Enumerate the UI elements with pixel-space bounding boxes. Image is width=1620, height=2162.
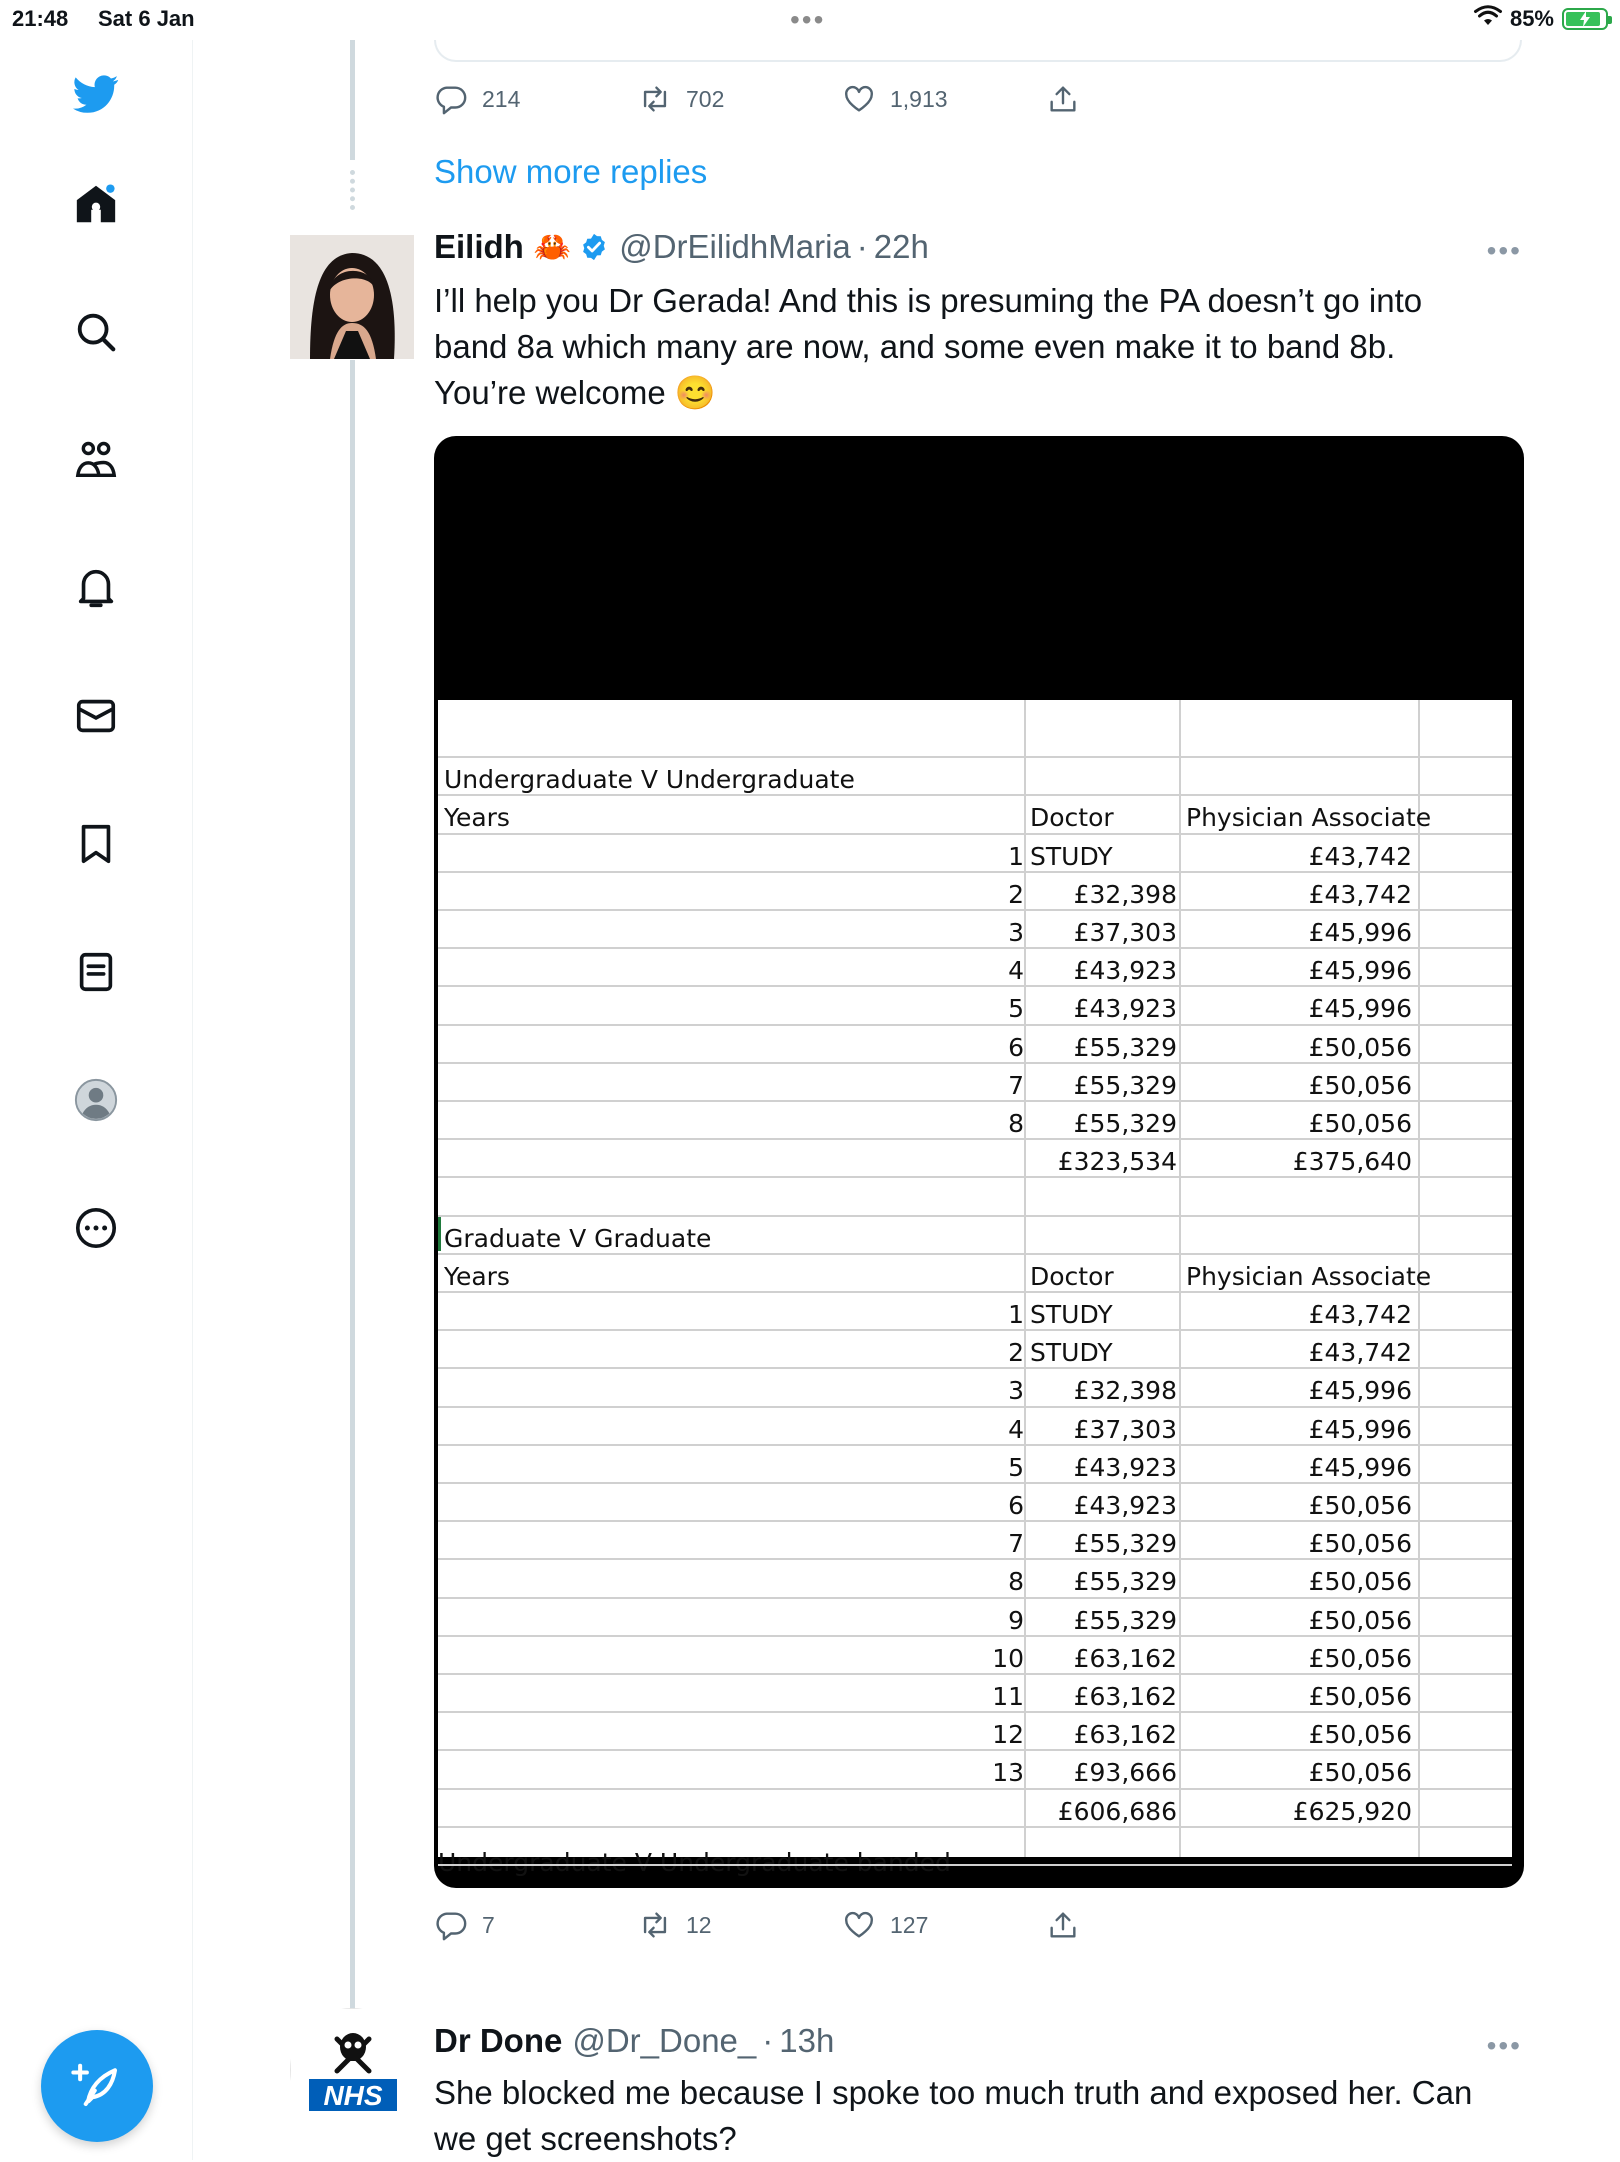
sheet-year: 8 bbox=[1008, 1567, 1024, 1597]
sheet-section-title-row bbox=[438, 1217, 1512, 1255]
nhs-logo-text: NHS bbox=[323, 2080, 383, 2111]
tweet-text bbox=[434, 2070, 1554, 2162]
sheet-doctor-value: £43,923 bbox=[1073, 1452, 1177, 1482]
sheet-section-title: Undergraduate V Undergraduate bbox=[444, 765, 855, 795]
sheet-pa-value: £43,742 bbox=[1308, 879, 1412, 909]
sheet-section-title: Graduate V Graduate bbox=[444, 1223, 712, 1253]
sheet-year: 11 bbox=[992, 1682, 1024, 1711]
retweet-count: 12 bbox=[686, 1911, 712, 1938]
tweet-text-line: band 8a which many are now, and some even make it to band 8b. bbox=[434, 328, 1396, 365]
tweet-actions bbox=[434, 1908, 1250, 1942]
thread-line-gap bbox=[350, 170, 355, 210]
sheet-data-row bbox=[438, 1599, 1512, 1637]
retweet-button[interactable] bbox=[638, 1908, 842, 1942]
sheet-data-row bbox=[438, 949, 1512, 987]
show-more-replies-link[interactable]: Show more replies bbox=[434, 153, 708, 190]
more-options-icon[interactable]: ••• bbox=[1486, 2030, 1522, 2061]
sheet-data-row bbox=[438, 1675, 1512, 1713]
compose-button[interactable] bbox=[41, 2030, 153, 2142]
reply-button[interactable] bbox=[434, 82, 638, 116]
sheet-doctor-value: £63,162 bbox=[1073, 1720, 1177, 1750]
sheet-data-row bbox=[438, 1026, 1512, 1064]
sheet-data-row bbox=[438, 1522, 1512, 1560]
tweet-image[interactable] bbox=[434, 436, 1524, 1888]
bookmark-icon[interactable] bbox=[64, 812, 128, 876]
sheet-year: 5 bbox=[1008, 994, 1024, 1024]
reply-icon bbox=[434, 1908, 468, 1942]
sheet-pa-total: £375,640 bbox=[1292, 1147, 1412, 1177]
sheet-data-row bbox=[438, 1369, 1512, 1407]
wifi-icon bbox=[1474, 5, 1502, 33]
sheet-pa-value: £50,056 bbox=[1308, 1109, 1412, 1138]
sheet-data-row bbox=[438, 1484, 1512, 1522]
sheet-year: 5 bbox=[1008, 1452, 1024, 1482]
profile-avatar-icon[interactable] bbox=[64, 1068, 128, 1132]
avatar-dr-done[interactable] bbox=[290, 2008, 414, 2132]
sheet-data-row bbox=[438, 1064, 1512, 1102]
sheet-pa-value: £43,742 bbox=[1308, 1338, 1412, 1368]
sheet-pa-value: £50,056 bbox=[1308, 1682, 1412, 1711]
share-icon bbox=[1046, 82, 1080, 116]
sheet-year: 3 bbox=[1008, 918, 1024, 947]
sheet-header-row bbox=[438, 796, 1512, 834]
sheet-pa-value: £45,996 bbox=[1308, 1376, 1412, 1406]
battery-percent: 85% bbox=[1509, 6, 1554, 31]
sheet-header-pa: Physician Associate bbox=[1186, 1261, 1432, 1291]
sheet-year: 13 bbox=[992, 1758, 1024, 1788]
sheet-data-row bbox=[438, 911, 1512, 949]
multitasking-dots[interactable]: ••• bbox=[790, 4, 826, 35]
more-options-icon[interactable]: ••• bbox=[1486, 235, 1522, 266]
verified-badge-icon bbox=[579, 232, 609, 262]
share-icon bbox=[1046, 1908, 1080, 1942]
sheet-doctor-value: £43,923 bbox=[1073, 994, 1177, 1024]
tweet-time[interactable]: 22h bbox=[873, 228, 929, 265]
sheet-doctor-value: £55,329 bbox=[1073, 1109, 1177, 1138]
tweet-text-line: we get screenshots? bbox=[434, 2120, 737, 2157]
sheet-header-years: Years bbox=[444, 803, 510, 833]
status-time: 21:48 bbox=[12, 6, 69, 31]
twitter-bird-icon[interactable] bbox=[64, 62, 128, 126]
sheet-year: 4 bbox=[1008, 956, 1024, 986]
battery-icon bbox=[1562, 8, 1608, 30]
sheet-data-row bbox=[438, 1102, 1512, 1140]
spreadsheet-image bbox=[438, 700, 1512, 1877]
avatar-eilidh[interactable] bbox=[290, 235, 414, 359]
tweet-text-line: I’ll help you Dr Gerada! And this is presuming the PA doesn’t go into bbox=[434, 282, 1423, 319]
sheet-doctor-value: STUDY bbox=[1030, 1338, 1113, 1368]
status-right bbox=[1474, 5, 1608, 33]
sheet-header-doctor: Doctor bbox=[1030, 1261, 1114, 1291]
sheet-doctor-value: £93,666 bbox=[1073, 1758, 1177, 1788]
more-circle-icon[interactable] bbox=[64, 1196, 128, 1260]
compose-feather-icon bbox=[70, 2059, 124, 2113]
sheet-year: 3 bbox=[1008, 1376, 1024, 1406]
sheet-total-row bbox=[438, 1790, 1512, 1828]
sheet-pa-value: £45,996 bbox=[1308, 956, 1412, 986]
sheet-doctor-value: £32,398 bbox=[1073, 879, 1177, 909]
sheet-pa-value: £45,996 bbox=[1308, 918, 1412, 947]
sheet-data-row bbox=[438, 1713, 1512, 1751]
sheet-doctor-value: £43,923 bbox=[1073, 1491, 1177, 1520]
sheet-pa-value: £50,056 bbox=[1308, 1758, 1412, 1788]
bell-icon[interactable] bbox=[64, 556, 128, 620]
sheet-pa-value: £50,056 bbox=[1308, 1529, 1412, 1559]
sheet-total-row bbox=[438, 1140, 1512, 1178]
sheet-year: 2 bbox=[1008, 879, 1024, 909]
retweet-count: 702 bbox=[686, 85, 725, 112]
sheet-header-years: Years bbox=[444, 1261, 510, 1291]
sheet-data-row bbox=[438, 1637, 1512, 1675]
sheet-doctor-value: £55,329 bbox=[1073, 1032, 1177, 1062]
search-icon[interactable] bbox=[64, 300, 128, 364]
tweet-text-line: You’re welcome 😊 bbox=[434, 374, 716, 411]
communities-icon[interactable] bbox=[64, 428, 128, 492]
tweet-text-line: She blocked me because I spoke too much truth and exposed her. Can bbox=[434, 2074, 1473, 2111]
author-handle[interactable]: @DrEilidhMaria bbox=[619, 228, 851, 265]
timeline bbox=[194, 40, 1620, 2160]
retweet-button[interactable] bbox=[638, 82, 842, 116]
sheet-year: 10 bbox=[992, 1643, 1024, 1673]
sheet-year: 8 bbox=[1008, 1109, 1024, 1138]
author-handle[interactable]: @Dr_Done_ bbox=[572, 2022, 757, 2059]
tweet-text bbox=[434, 278, 1554, 416]
sheet-pa-total: £625,920 bbox=[1292, 1796, 1412, 1826]
status-date: Sat 6 Jan bbox=[98, 6, 195, 31]
sheet-year: 6 bbox=[1008, 1491, 1024, 1520]
sheet-doctor-value: £37,303 bbox=[1073, 918, 1177, 947]
tweet-header bbox=[434, 228, 929, 266]
sheet-pa-value: £50,056 bbox=[1308, 1720, 1412, 1750]
sheet-empty-row bbox=[438, 1178, 1512, 1216]
sheet-cutoff-text: Undergraduate V Undergraduate banded bbox=[438, 1848, 951, 1877]
like-button[interactable] bbox=[842, 1908, 1046, 1942]
like-count: 127 bbox=[890, 1911, 929, 1938]
sheet-data-row bbox=[438, 1751, 1512, 1789]
sheet-doctor-value: £43,923 bbox=[1073, 956, 1177, 986]
sheet-pa-value: £43,742 bbox=[1308, 1300, 1412, 1329]
sheet-pa-value: £50,056 bbox=[1308, 1032, 1412, 1062]
sheet-doctor-value: STUDY bbox=[1030, 1300, 1113, 1329]
retweet-icon bbox=[638, 82, 672, 116]
sheet-data-row bbox=[438, 1446, 1512, 1484]
share-button[interactable] bbox=[1046, 1908, 1250, 1942]
sheet-data-row bbox=[438, 873, 1512, 911]
sheet-data-row bbox=[438, 1293, 1512, 1331]
heart-icon bbox=[842, 82, 876, 116]
sheet-data-row bbox=[438, 835, 1512, 873]
share-button[interactable] bbox=[1046, 82, 1250, 116]
sheet-pa-value: £45,996 bbox=[1308, 1452, 1412, 1482]
sheet-section-title-row bbox=[438, 758, 1512, 796]
sheet-year: 7 bbox=[1008, 1070, 1024, 1100]
sheet-doctor-value: £55,329 bbox=[1073, 1070, 1177, 1100]
home-icon[interactable] bbox=[64, 172, 128, 236]
sheet-empty-row bbox=[438, 720, 1512, 758]
sheet-data-row bbox=[438, 1331, 1512, 1369]
sheet-pa-value: £50,056 bbox=[1308, 1567, 1412, 1597]
sheet-data-row bbox=[438, 1408, 1512, 1446]
retweet-icon bbox=[638, 1908, 672, 1942]
separator-dot: · bbox=[762, 2022, 774, 2059]
sheet-year: 1 bbox=[1008, 1300, 1024, 1329]
sheet-doctor-value: £63,162 bbox=[1073, 1682, 1177, 1711]
thread-line-main bbox=[350, 360, 355, 2030]
sheet-header-row bbox=[438, 1255, 1512, 1293]
sidebar bbox=[0, 40, 193, 2160]
sheet-pa-value: £50,056 bbox=[1308, 1643, 1412, 1673]
crab-emoji: 🦀 bbox=[533, 230, 572, 264]
previous-tweet-actions bbox=[434, 82, 1250, 116]
sheet-pa-value: £50,056 bbox=[1308, 1491, 1412, 1520]
sheet-doctor-total: £606,686 bbox=[1057, 1796, 1177, 1826]
heart-icon bbox=[842, 1908, 876, 1942]
quoted-card-edge bbox=[434, 40, 1522, 62]
sheet-doctor-value: STUDY bbox=[1030, 841, 1113, 871]
sheet-year: 6 bbox=[1008, 1032, 1024, 1062]
sheet-doctor-value: £55,329 bbox=[1073, 1605, 1177, 1635]
thread-line-top bbox=[350, 40, 355, 160]
sheet-header-doctor: Doctor bbox=[1030, 803, 1114, 833]
author-name[interactable]: Dr Done bbox=[434, 2022, 563, 2059]
sheet-pa-value: £50,056 bbox=[1308, 1070, 1412, 1100]
sheet-year: 4 bbox=[1008, 1414, 1024, 1444]
sheet-pa-value: £43,742 bbox=[1308, 841, 1412, 871]
reply-icon bbox=[434, 82, 468, 116]
reply-count: 214 bbox=[482, 85, 521, 112]
sheet-header-pa: Physician Associate bbox=[1186, 803, 1432, 833]
sheet-data-row bbox=[438, 1560, 1512, 1598]
author-name[interactable]: Eilidh bbox=[434, 228, 524, 265]
sheet-doctor-total: £323,534 bbox=[1057, 1147, 1177, 1177]
sheet-pa-value: £45,996 bbox=[1308, 994, 1412, 1024]
sheet-doctor-value: £55,329 bbox=[1073, 1567, 1177, 1597]
separator-dot: · bbox=[856, 228, 868, 265]
status-bar bbox=[0, 0, 1620, 40]
sheet-doctor-value: £63,162 bbox=[1073, 1643, 1177, 1673]
sheet-doctor-value: £37,303 bbox=[1073, 1414, 1177, 1444]
sheet-pa-value: £45,996 bbox=[1308, 1414, 1412, 1444]
reply-button[interactable] bbox=[434, 1908, 638, 1942]
reply-count: 7 bbox=[482, 1911, 495, 1938]
sheet-year: 9 bbox=[1008, 1605, 1024, 1635]
sheet-data-row bbox=[438, 987, 1512, 1025]
like-count: 1,913 bbox=[890, 85, 948, 112]
sheet-empty-row bbox=[438, 1828, 1512, 1866]
tweet-header bbox=[434, 2022, 834, 2060]
sheet-year: 2 bbox=[1008, 1338, 1024, 1368]
sheet-year: 7 bbox=[1008, 1529, 1024, 1559]
sheet-year: 1 bbox=[1008, 841, 1024, 871]
cell-cursor bbox=[438, 1217, 441, 1251]
sheet-year: 12 bbox=[992, 1720, 1024, 1750]
mail-icon[interactable] bbox=[64, 684, 128, 748]
sheet-doctor-value: £32,398 bbox=[1073, 1376, 1177, 1406]
like-button[interactable] bbox=[842, 82, 1046, 116]
sheet-pa-value: £50,056 bbox=[1308, 1605, 1412, 1635]
sheet-doctor-value: £55,329 bbox=[1073, 1529, 1177, 1559]
lists-icon[interactable] bbox=[64, 940, 128, 1004]
tweet-time[interactable]: 13h bbox=[779, 2022, 835, 2059]
